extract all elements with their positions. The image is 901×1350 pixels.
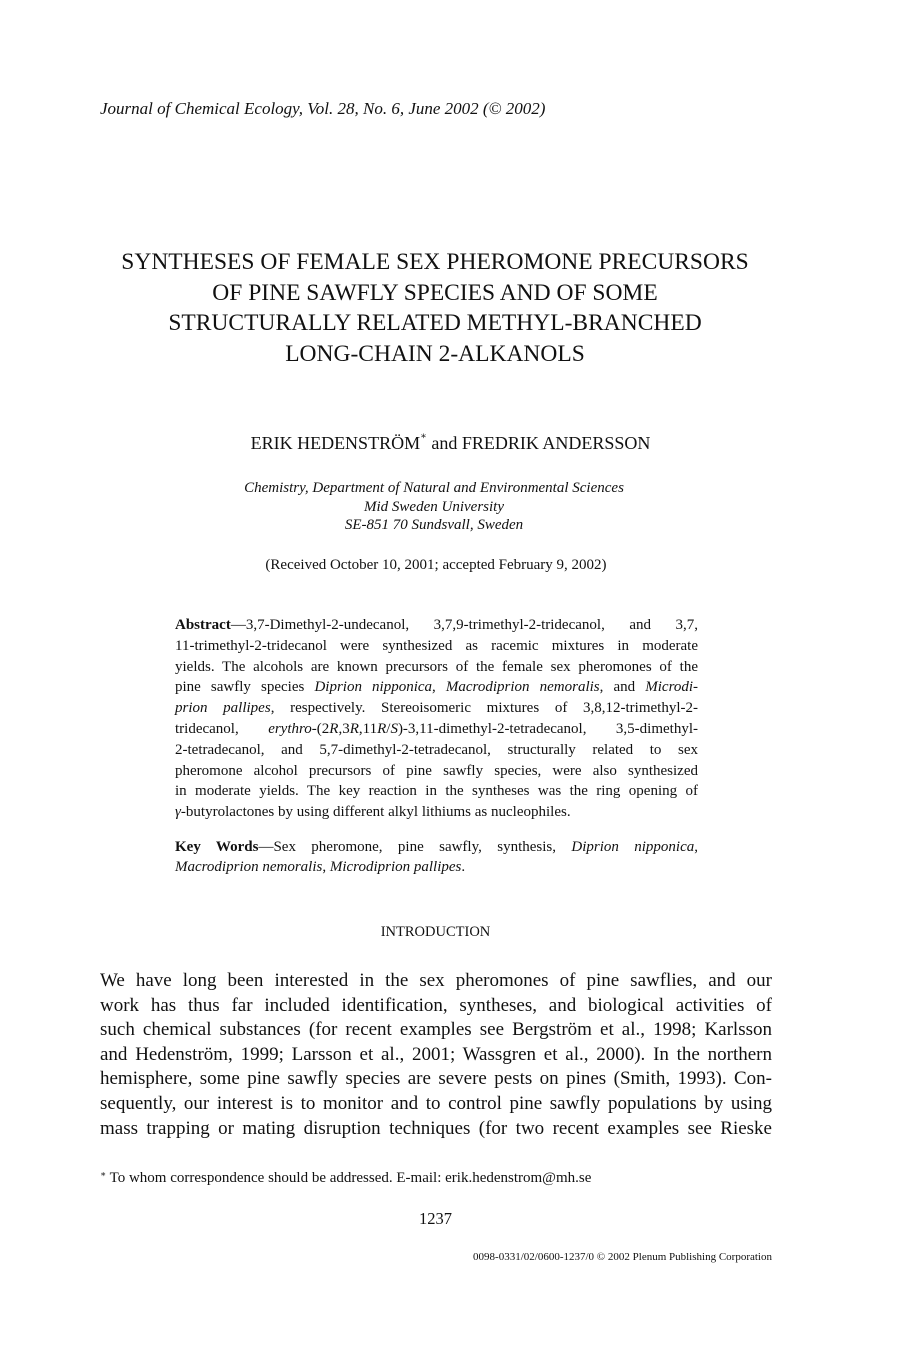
- copyright-line: 0098-0331/02/0600-1237/0 © 2002 Plenum Publishing Corporation: [473, 1251, 772, 1263]
- footnote-mark: ∗: [100, 1169, 107, 1179]
- footnote: [100, 1170, 591, 1187]
- footnote-text: To whom correspondence should be addressed. E-mail: erik.hedenstrom@mh.se: [106, 1170, 592, 1186]
- author-first: ERIK HEDENSTRÖM: [250, 433, 421, 453]
- abstract-line: 11-trimethyl-2-tridecanol were synthesized as racemic mixtures in moderate: [175, 637, 698, 654]
- affiliation-line-3: SE-851 70 Sundsvall, Sweden: [344, 517, 524, 533]
- received-dates: (Received October 10, 2001; accepted February 9, 2002): [265, 557, 607, 573]
- abstract-line: in moderate yields. The key reaction in the syntheses was the ring opening of: [175, 783, 698, 800]
- abstract-line: prion pallipes, respectively. Stereoisomeric mixtures of 3,8,12-trimethyl-2-: [175, 700, 698, 717]
- body-line: We have long been interested in the sex pheromones of pine sawflies, and our: [100, 970, 772, 991]
- author-joiner: and: [426, 433, 462, 453]
- abstract-label: Abstract: [175, 617, 231, 633]
- title-line-1: SYNTHESES OF FEMALE SEX PHEROMONE PRECURSORS: [121, 249, 749, 275]
- abstract-line: pine sawfly species Diprion nipponica, Macrodiprion nemoralis, and Microdi-: [175, 679, 699, 696]
- affiliation-line-1: Chemistry, Department of Natural and Environmental Sciences: [244, 480, 624, 496]
- paper-title: [60, 247, 810, 369]
- title-line-3: STRUCTURALLY RELATED METHYL-BRANCHED: [168, 310, 702, 336]
- author-second: FREDRIK ANDERSSON: [461, 433, 651, 453]
- journal-header: Journal of Chemical Ecology, Vol. 28, No. 6, June 2002 (© 2002): [100, 99, 546, 118]
- abstract-line: yields. The alcohols are known precursors of the female sex pheromones of the: [175, 658, 698, 675]
- keywords-label: Key Words: [175, 839, 259, 855]
- section-heading: INTRODUCTION: [380, 924, 491, 940]
- keywords-line: Key Words—Sex pheromone, pine sawfly, synthesis, Diprion nipponica,: [175, 839, 698, 855]
- body-line: mass trapping or mating disruption techniques (for two recent examples see Rieske: [100, 1117, 772, 1139]
- abstract-line: 2-tetradecanol, and 5,7-dimethyl-2-tetradecanol, structurally related to sex: [175, 741, 698, 758]
- abstract-line: γ-butyrolactones by using different alkyl lithiums as nucleophiles.: [175, 804, 571, 821]
- abstract-line: tridecanol, erythro-(2R,3R,11R/S)-3,11-dimethyl-2-tetradecanol, 3,5-dimethyl-: [175, 720, 698, 737]
- body-text: [100, 969, 772, 1141]
- body-line: sequently, our interest is to monitor and to control pine sawfly populations by using: [100, 1092, 772, 1114]
- abstract-line: Abstract—3,7-Dimethyl-2-undecanol, 3,7,9-trimethyl-2-tridecanol, and 3,7,: [175, 617, 698, 633]
- title-line-2: OF PINE SAWFLY SPECIES AND OF SOME: [212, 279, 658, 306]
- key-words: [175, 837, 698, 877]
- page-number: 1237: [419, 1209, 452, 1228]
- keywords-line: Macrodiprion nemoralis, Microdiprion pallipes.: [175, 859, 466, 875]
- authors: [0, 433, 901, 454]
- abstract: [175, 615, 698, 823]
- body-line: such chemical substances (for recent examples see Bergström et al., 1998; Karlsson: [100, 1019, 772, 1041]
- title-line-4: LONG-CHAIN 2-ALKANOLS: [285, 340, 585, 367]
- body-line: work has thus far included identification, syntheses, and biological activities of: [100, 994, 772, 1016]
- affiliation: [0, 479, 868, 535]
- affiliation-line-2: Mid Sweden University: [364, 498, 504, 515]
- abstract-line: pheromone alcohol precursors of pine sawfly species, were also synthesized: [175, 762, 698, 779]
- body-line: and Hedenström, 1999; Larsson et al., 2001; Wassgren et al., 2000). In the northern: [100, 1043, 772, 1065]
- correspondence-mark: ∗: [420, 431, 427, 442]
- body-line: hemisphere, some pine sawfly species are severe pests on pines (Smith, 1993). Con-: [100, 1068, 772, 1090]
